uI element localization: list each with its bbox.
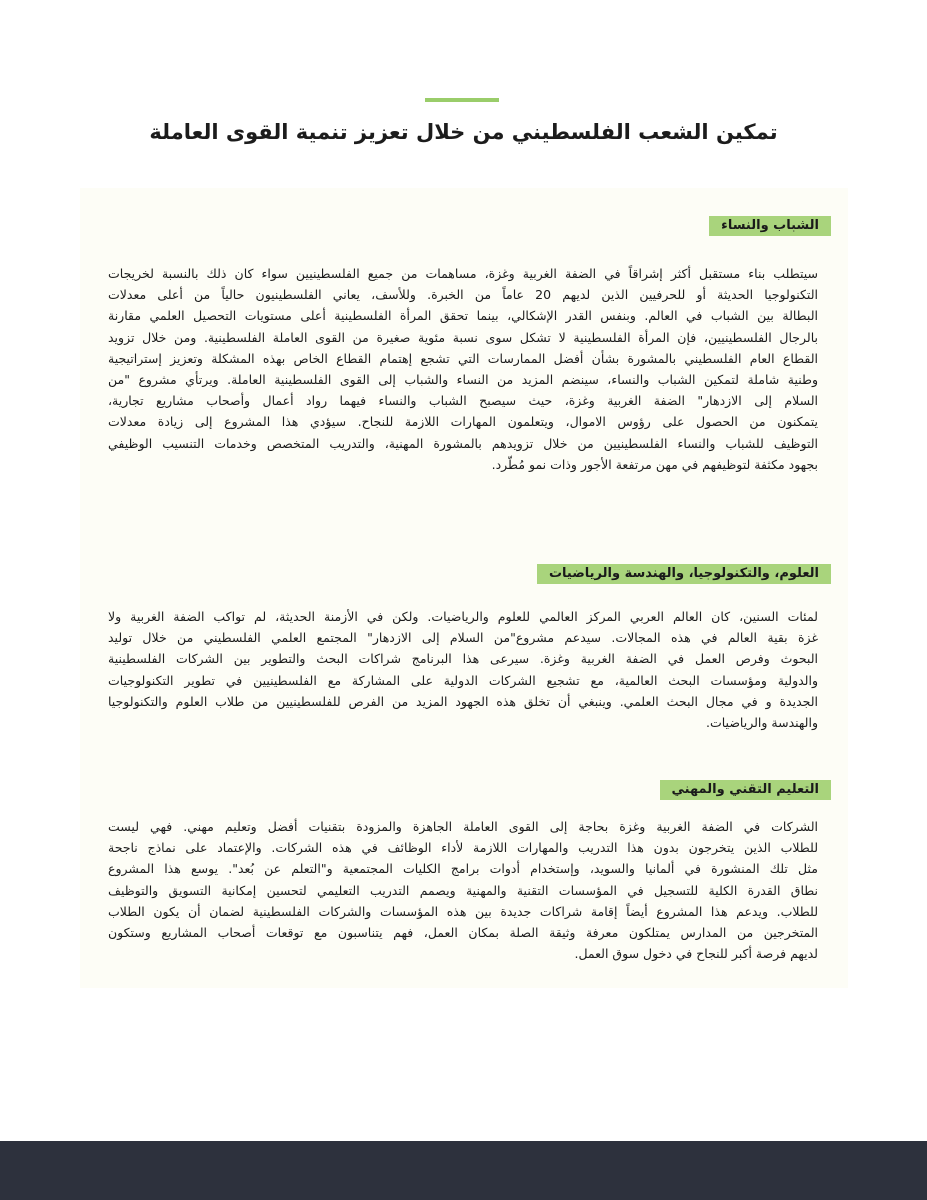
paragraph-line: مثل تلك المنشورة في ألمانيا والسويد، وإستخدام أدوات برامج الكليات المجتمعية و"التعلم عن بُعد". يوسع هذا المشروع (108, 861, 818, 877)
paragraph-line: التكنولوجيا الحديثة أو للحرفيين الذين لديهم 20 عاماً من الخبرة. وللأسف، يعاني الفلسطينيون حالياً من أعلى معدلات (108, 287, 818, 303)
paragraph-line: بالرجال الفلسطينيين، فإن المرأة الفلسطينية لا تشكل سوى نسبة مئوية صغيرة من القوى العاملة الفلسطينية. ومن خلال تزويد (108, 329, 818, 345)
paragraph-line: لديهم فرصة أكبر للنجاح في دخول سوق العمل. (574, 946, 818, 962)
paragraph-line: القطاع العام الفلسطيني بالمشورة بشأن أفضل الممارسات التي تشجع إهتمام القطاع الخاص بهذه المشكلة وتعزيز إستراتيجية (108, 350, 818, 366)
footer-bar (0, 1141, 927, 1200)
section-heading-vocational: التعليم التقني والمهني (660, 780, 831, 800)
paragraph-line: البحوث وفرص العمل في الضفة الغربية وغزة. سيرعى هذا البرنامج شراكات البحث والتطوير بين الشركات الفلسطينية (108, 651, 818, 667)
paragraph-line: نطاق القدرة الكلية للتسجيل في المؤسسات التقنية والمهنية ويصمم التدريب التعليمي لتحسين إمكانية التسويق والتوظيف (108, 882, 818, 898)
page-title: تمكين الشعب الفلسطيني من خلال تعزيز تنمية القوى العاملة (149, 120, 778, 144)
paragraph-line: التوظيف للشباب والنساء الفلسطينيين من خلال تزويدهم بالمشورة المهنية، والتدريب المتخصص وخدمات التنسيب الوظيفي (108, 435, 818, 451)
paragraph-line: للطلاب الذين يتخرجون بدون هذا التدريب والمهارات اللازمة لأداء الوظائف في هذه الشركات. والإعتماد على نماذج ناجحة (108, 840, 818, 856)
paragraph-line: والهندسة والرياضيات. (706, 715, 818, 731)
paragraph-line: والدولية ومؤسسات البحث العالمية، مع تشجيع الشركات الدولية على المشاركة مع الفلسطينيين في تطوير التكنولوجيات (108, 672, 818, 688)
title-accent-line (425, 98, 499, 102)
section-heading-youth-women: الشباب والنساء (709, 216, 831, 236)
paragraph-line: البطالة بين الشباب في العالم. وبنفس القدر الإشكالي، بينما تحقق المرأة الفلسطينية أعلى مستويات التحصيل العلمي مقارنة (108, 308, 818, 324)
paragraph-line: لمئات السنين، كان العالم العربي المركز العالمي للعلوم والرياضيات. ولكن في الأزمنة الحديثة، لم تواكب الضفة الغربية ولا (108, 609, 818, 624)
paragraph-line: سيتطلب بناء مستقبل أكثر إشراقاً في الضفة الغربية وغزة، مساهمات من جميع الفلسطينيين سواء كان ذلك بالنسبة لخريجات (108, 266, 818, 281)
paragraph-line: للطلاب. ويدعم هذا المشروع أيضاً إقامة شراكات جديدة بين هذه المؤسسات والشركات الفلسطينية لضمان أن يكون الطلاب (108, 903, 818, 919)
paragraph-line: وطنية شاملة لتمكين الشباب والنساء، سينضم المزيد من النساء والشباب إلى القوى الفلسطينية العاملة. ويرتأي مشروع "من (108, 372, 818, 388)
section-heading-stem: العلوم، والتكنولوجيا، والهندسة والرياضيات (537, 564, 831, 584)
paragraph-line: غزة بقية العالم في هذه المجالات. سيدعم مشروع"من السلام إلى الازدهار" المجتمع العلمي الفلسطيني من خلال توليد (108, 630, 818, 646)
paragraph-line: الشركات في الضفة الغربية وغزة بحاجة إلى القوى العاملة الجاهزة والمزودة بتقنيات أفضل وتعليم مهني. فهي ليست (108, 819, 818, 834)
paragraph-youth-women (108, 263, 818, 475)
paragraph-line: يتمكنون من الحصول على رؤوس الاموال، ويتعلمون المهارات اللازمة للنجاح. سيؤدي هذا المشروع إلى زيادة معدلات (108, 414, 818, 430)
paragraph-stem (108, 606, 818, 733)
paragraph-line: الجديدة و في مجال البحث العلمي. وينبغي أن تخلق هذه الجهود المزيد من الفرص للفلسطينيين من طلاب العلوم والتكنولوجيا (108, 693, 818, 709)
paragraph-line: المتخرجين من المدارس يمتلكون معرفة وثيقة الصلة بمكان العمل، فهم يتناسبون مع توقعات أصحاب المشاريع وستكون (108, 925, 818, 941)
paragraph-line: السلام إلى الازدهار" الضفة الغربية وغزة، حيث سيصبح الشباب والنساء فيهما رواد أعمال وأصحاب مشاريع تجارية، (108, 393, 818, 409)
paragraph-vocational (108, 816, 818, 964)
paragraph-line: بجهود مكثفة لتوظيفهم في مهن مرتفعة الأجور وذات نمو مُطّرد. (491, 456, 818, 472)
